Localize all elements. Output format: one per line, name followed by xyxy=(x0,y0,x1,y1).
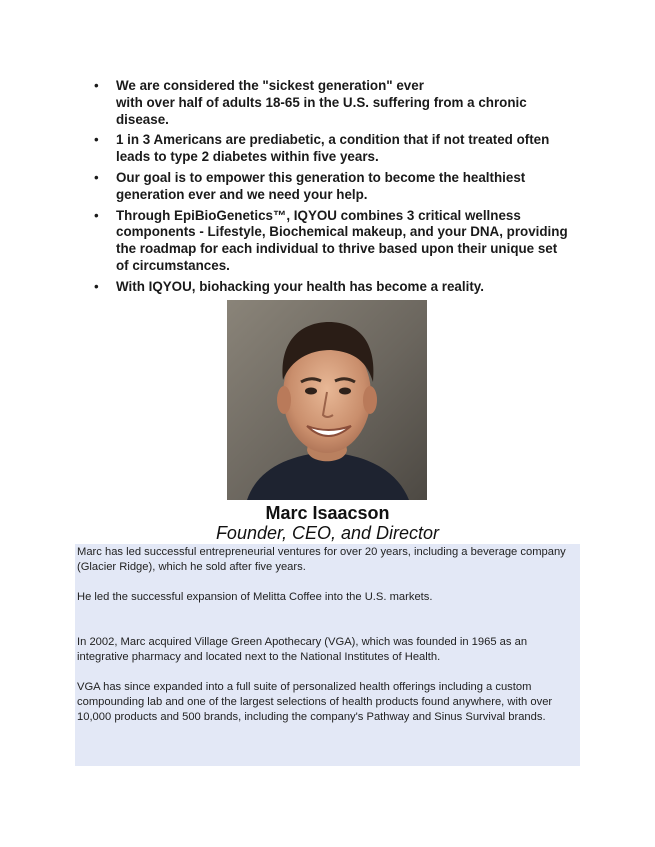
bullet-dot: • xyxy=(94,132,99,148)
headshot-photo xyxy=(227,300,427,500)
bullet-text: Our goal is to empower this generation to become the healthiest generation ever and we need your help. xyxy=(116,169,526,202)
bullet-list xyxy=(90,78,570,300)
bio-box xyxy=(75,544,580,766)
bullet-dot: • xyxy=(94,207,99,223)
bullet-item xyxy=(90,132,570,166)
bullet-dot: • xyxy=(94,278,99,294)
bullet-text: With IQYOU, biohacking your health has become a reality. xyxy=(116,278,484,294)
bullet-item xyxy=(90,279,570,296)
left-ear xyxy=(277,386,291,414)
bullet-item xyxy=(90,208,570,275)
bullet-item xyxy=(90,170,570,204)
bullet-text: Through EpiBioGenetics™, IQYOU combines 3 critical wellness components - Lifestyle, Biochemical makeup, and your DNA, providing the roadmap for each individual to thrive based upon their unique set of circumstances. xyxy=(116,207,568,273)
bullet-text-continued: with over half of adults 18-65 in the U.S. suffering from a chronic disease. xyxy=(116,94,527,127)
person-title: Founder, CEO, and Director xyxy=(215,523,440,543)
bullet-item xyxy=(90,78,570,128)
headshot-illustration xyxy=(227,300,427,500)
bullet-dot: • xyxy=(94,78,99,93)
person-name: Marc Isaacson xyxy=(265,503,390,523)
left-eye xyxy=(305,388,317,395)
bio-paragraph: VGA has since expanded into a full suite of personalized health offerings including a custom compounding lab and one of the largest selections of health products found anywhere, with over 10,000 products and 500 brands, including the company's Pathway and Sinus Survival brands. xyxy=(77,681,553,723)
bullet-dot: • xyxy=(94,169,99,185)
bio-paragraph: He led the successful expansion of Melitta Coffee into the U.S. markets. xyxy=(77,591,433,603)
bio-paragraph: Marc has led successful entrepreneurial ventures for over 20 years, including a beverage company (Glacier Ridge), which he sold after five years. xyxy=(77,546,566,573)
bio-paragraph: In 2002, Marc acquired Village Green Apothecary (VGA), which was founded in 1965 as an integrative pharmacy and located next to the National Institutes of Health. xyxy=(77,636,528,663)
bullet-text: We are considered the "sickest generation" ever xyxy=(116,78,424,93)
right-eye xyxy=(339,388,351,395)
right-ear xyxy=(363,386,377,414)
bullet-text: 1 in 3 Americans are prediabetic, a condition that if not treated often leads to type 2 diabetes within five years. xyxy=(116,132,550,165)
